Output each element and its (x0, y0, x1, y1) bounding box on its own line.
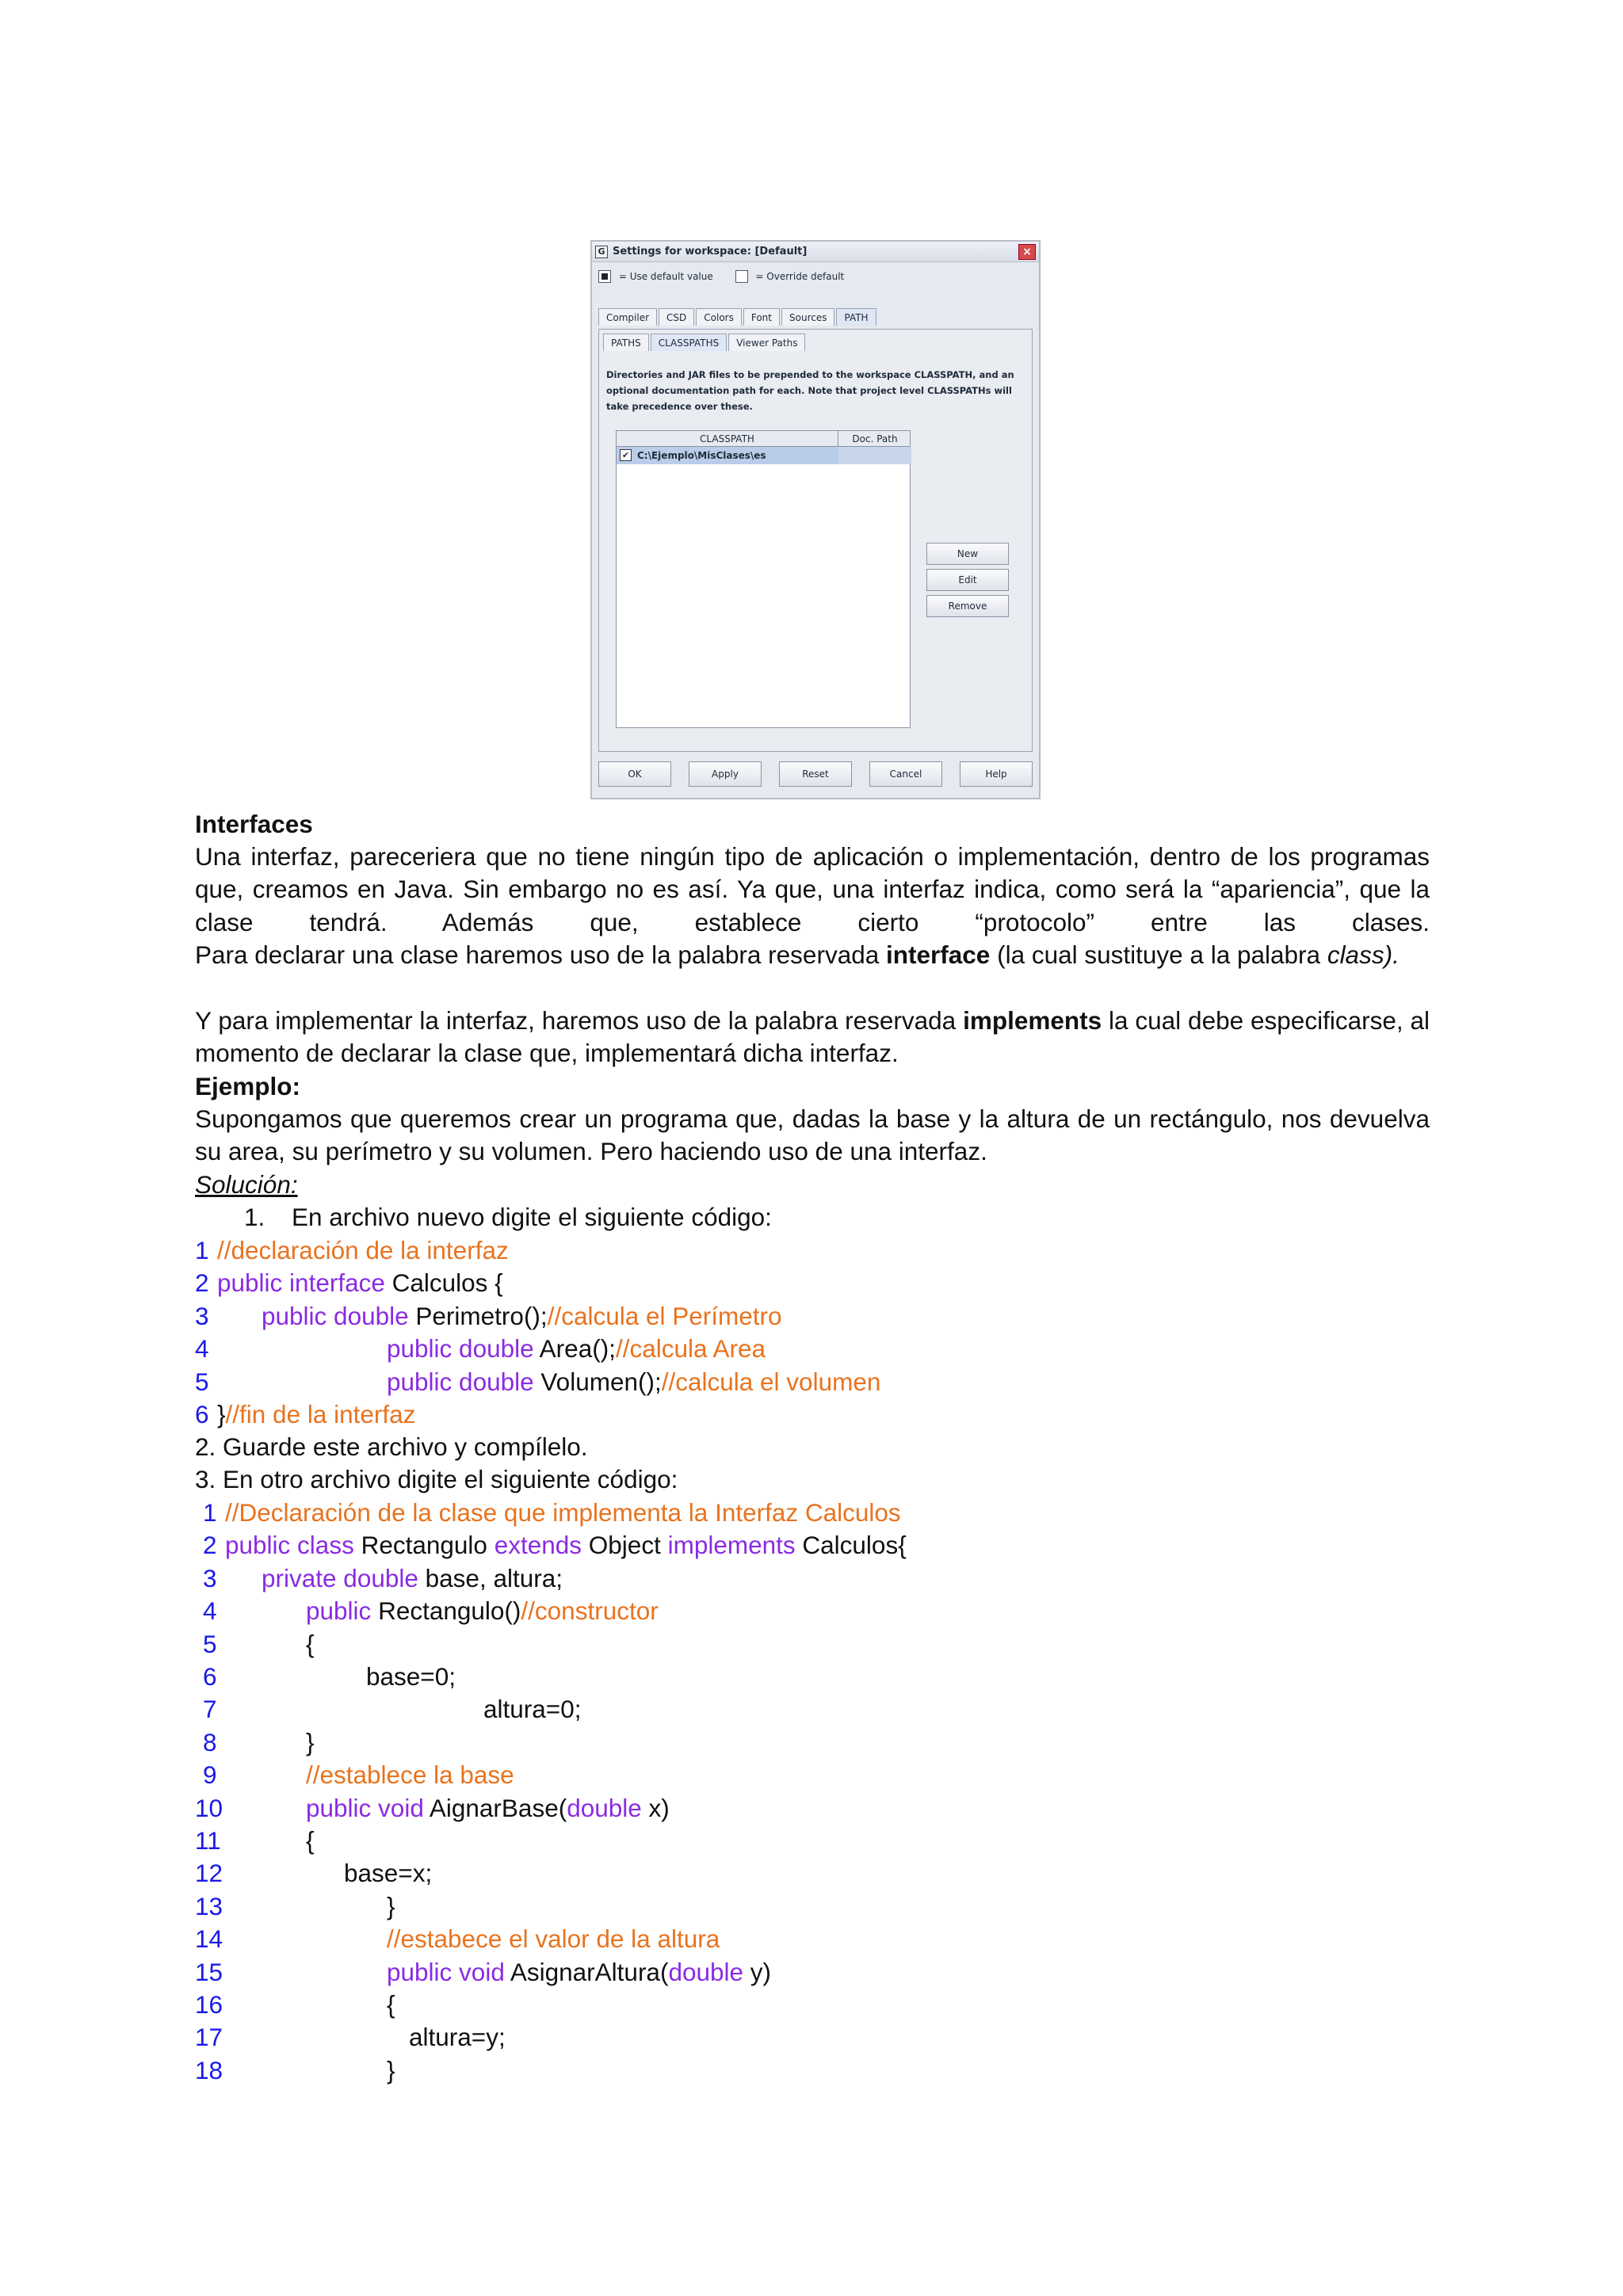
line-number: 13 (195, 1891, 223, 1920)
code-token: AsignarAltura( (504, 1957, 669, 1986)
line-number: 16 (195, 1990, 223, 2019)
code-comment: //constructor (521, 1596, 659, 1626)
code-keyword: double (668, 1957, 744, 1986)
code-text (387, 2054, 395, 2087)
code-text (366, 1661, 456, 1693)
code-text (262, 1300, 782, 1333)
step-1-text: En archivo nuevo digite el siguiente código: (292, 1203, 772, 1231)
code-token: { (387, 1990, 395, 2019)
code-token: Calculos{ (795, 1531, 907, 1560)
column-doc-path[interactable]: Doc. Path (852, 433, 898, 444)
implement-text-c: la cual debe especificarse, al momento de declarar la clase que, implementará dicha interfaz. (195, 1006, 1430, 1068)
code-text (306, 1595, 659, 1627)
tab-compiler[interactable]: Compiler (598, 308, 657, 326)
code-text (409, 2021, 506, 2054)
code-token: AignarBase( (423, 1793, 567, 1822)
code-token: { (306, 1629, 315, 1658)
app-icon: G (595, 246, 608, 258)
line-number: 4 (203, 1596, 217, 1626)
section-heading: Interfaces (195, 810, 313, 838)
line-number: 5 (195, 1367, 209, 1396)
remove-button[interactable]: Remove (926, 595, 1009, 617)
code-token: base=x; (344, 1859, 433, 1888)
code-text (217, 1267, 503, 1299)
cancel-button[interactable]: Cancel (869, 761, 942, 787)
code-text (217, 1234, 509, 1267)
code-token: altura=y; (409, 2023, 506, 2052)
declare-text-a: Para declarar una clase haremos uso de la palabra reservada (195, 940, 887, 969)
code-token: } (217, 1400, 226, 1428)
step-2: 2. Guarde este archivo y compílelo. (195, 1432, 588, 1461)
line-number: 15 (195, 1957, 223, 1986)
classpath-cell[interactable] (617, 447, 838, 464)
line-number: 4 (195, 1334, 209, 1363)
paragraph-example: Supongamos que queremos crear un programa que, dadas la base y la altura de un rectángulo, nos devuelva su area, su perímetro y su volumen. Pero haciendo uso de una interfaz. (195, 1104, 1430, 1166)
ok-button[interactable]: OK (598, 761, 671, 787)
top-tabs (598, 308, 876, 326)
tab-sources[interactable]: Sources (781, 308, 834, 326)
code-keyword: public void (306, 1793, 424, 1822)
tab-viewer-paths[interactable]: Viewer Paths (728, 334, 805, 351)
line-number: 17 (195, 2023, 223, 2052)
code-token: Rectangulo() (371, 1596, 521, 1626)
override-default-label: = Override default (755, 270, 845, 282)
paragraph-intro (195, 841, 1430, 939)
help-button[interactable]: Help (960, 761, 1033, 787)
tab-csd[interactable]: CSD (659, 308, 694, 326)
table-header (617, 431, 910, 447)
code-comment: //calcula el volumen (661, 1367, 881, 1396)
code-text (306, 1792, 670, 1825)
code-token: base=0; (366, 1662, 456, 1691)
code-token: Perimetro(); (408, 1301, 548, 1330)
code-token: Rectangulo (353, 1531, 495, 1560)
line-number: 2 (203, 1531, 217, 1560)
code-comment: //declaración de la interfaz (217, 1236, 509, 1264)
code-block-interface (195, 1234, 1430, 1432)
paragraph-intro-text: Una interfaz, pareceriera que no tiene ningún tipo de aplicación o implementación, dentro de los programas que, creamos en Java. Sin embargo no es así. Ya que, una interfaz indica, como será la “apariencia”, que la clase tendrá. Además que, establece cierto “protocolo” entre las clases. (195, 842, 1430, 936)
code-keyword: private double (262, 1563, 418, 1592)
code-keyword: implements (667, 1531, 796, 1560)
default-toggle-row (598, 270, 1034, 288)
code-text (262, 1562, 563, 1595)
line-number: 2 (195, 1268, 209, 1298)
code-text (387, 1956, 771, 1989)
code-text (344, 1857, 432, 1890)
code-token: altura=0; (483, 1695, 582, 1724)
line-number: 18 (195, 2055, 223, 2084)
code-keyword: public void (387, 1957, 505, 1986)
code-text (225, 1529, 907, 1562)
line-number: 14 (195, 1924, 223, 1954)
code-token: } (306, 1727, 315, 1756)
code-text (306, 1825, 315, 1857)
dialog-titlebar (592, 242, 1039, 262)
settings-dialog-screenshot (590, 240, 1041, 799)
code-token: Object (582, 1531, 668, 1560)
code-keyword: double (567, 1793, 642, 1822)
reset-button[interactable]: Reset (779, 761, 852, 787)
line-number: 6 (195, 1400, 209, 1428)
declare-text-c: (la cual sustituye a la palabra (990, 940, 1327, 969)
tab-paths[interactable]: PATHS (603, 334, 649, 351)
code-text (306, 1726, 315, 1759)
tab-colors[interactable]: Colors (696, 308, 742, 326)
implement-text-a: Y para implementar la interfaz, haremos uso de la palabra reservada (195, 1006, 964, 1035)
doc-path-cell[interactable] (838, 447, 911, 464)
classpath-table (616, 430, 911, 728)
code-token: x) (641, 1793, 670, 1822)
row-checkbox[interactable]: ✔ (620, 449, 632, 461)
solution-label: Solución: (195, 1170, 298, 1199)
use-default-checkbox[interactable] (598, 270, 611, 283)
line-number: 5 (203, 1629, 217, 1658)
line-number: 10 (195, 1793, 223, 1822)
line-number: 7 (203, 1695, 217, 1724)
use-default-label: = Use default value (618, 270, 713, 282)
sub-tabs (603, 334, 805, 351)
code-block-class (195, 1497, 1430, 2091)
code-text (217, 1398, 415, 1431)
example-heading: Ejemplo: (195, 1072, 301, 1100)
column-classpath[interactable]: CLASSPATH (617, 431, 838, 447)
line-number: 11 (195, 1826, 221, 1855)
line-number: 1 (195, 1236, 209, 1264)
line-number: 3 (203, 1563, 217, 1592)
code-comment: //calcula Area (615, 1334, 766, 1363)
code-keyword: public double (387, 1334, 534, 1363)
edit-button[interactable]: Edit (926, 569, 1009, 591)
code-text (306, 1628, 315, 1661)
line-number: 8 (203, 1727, 217, 1756)
code-text (306, 1759, 514, 1791)
classpath-value: C:\Ejemplo\MisClases\es (637, 450, 766, 461)
code-token: } (387, 2055, 395, 2084)
keyword-interface: interface (886, 940, 991, 969)
apply-button[interactable]: Apply (689, 761, 762, 787)
classpath-description: Directories and JAR files to be prepended to the workspace CLASSPATH, and an optional documentation path for each. Note that project level CLASSPATHs will take precedence over these. (606, 369, 1014, 412)
code-comment: //estabece el valor de la altura (387, 1924, 720, 1954)
step-1-number: 1. (244, 1203, 265, 1231)
override-default-checkbox[interactable] (735, 270, 748, 283)
new-button[interactable]: New (926, 543, 1009, 565)
keyword-implements: implements (963, 1006, 1102, 1035)
code-token: base, altura; (418, 1563, 563, 1592)
code-keyword: public (306, 1596, 372, 1626)
code-comment: //fin de la interfaz (225, 1400, 416, 1428)
tab-classpaths[interactable]: CLASSPATHS (651, 334, 727, 351)
code-token: Calculos { (384, 1268, 503, 1298)
code-text (483, 1693, 581, 1726)
declare-text-d: class). (1327, 940, 1400, 969)
table-row[interactable] (617, 447, 910, 464)
line-number: 3 (195, 1301, 209, 1330)
code-token: Volumen(); (533, 1367, 662, 1396)
code-keyword: public double (262, 1301, 409, 1330)
code-comment: //establece la base (306, 1760, 514, 1790)
code-text (387, 1366, 880, 1398)
code-text (387, 1333, 766, 1365)
line-number: 12 (195, 1859, 223, 1888)
step-3: 3. En otro archivo digite el siguiente código: (195, 1465, 678, 1493)
code-comment: //calcula el Perímetro (547, 1301, 782, 1330)
code-keyword: public interface (217, 1268, 385, 1298)
dialog-title: Settings for workspace: [Default] (613, 246, 808, 257)
code-text (225, 1497, 901, 1529)
line-number: 9 (203, 1760, 217, 1790)
code-token: { (306, 1826, 315, 1855)
paragraph-implement (195, 1005, 1430, 1070)
code-comment: //Declaración de la clase que implementa la Interfaz Calculos (225, 1498, 901, 1527)
code-keyword: public double (387, 1367, 534, 1396)
tab-path[interactable]: PATH (836, 308, 876, 326)
code-text (387, 1890, 395, 1923)
code-keyword: public class (225, 1531, 354, 1560)
code-token: Area(); (533, 1334, 616, 1363)
code-token: y) (743, 1957, 772, 1986)
code-token: } (387, 1891, 395, 1920)
code-keyword: extends (494, 1531, 582, 1560)
line-number: 1 (203, 1498, 217, 1527)
code-text (387, 1923, 720, 1955)
code-text (387, 1989, 395, 2021)
tab-font[interactable]: Font (743, 308, 780, 326)
paragraph-declare (195, 939, 1430, 971)
close-icon[interactable]: × (1018, 244, 1036, 260)
line-number: 6 (203, 1662, 217, 1691)
